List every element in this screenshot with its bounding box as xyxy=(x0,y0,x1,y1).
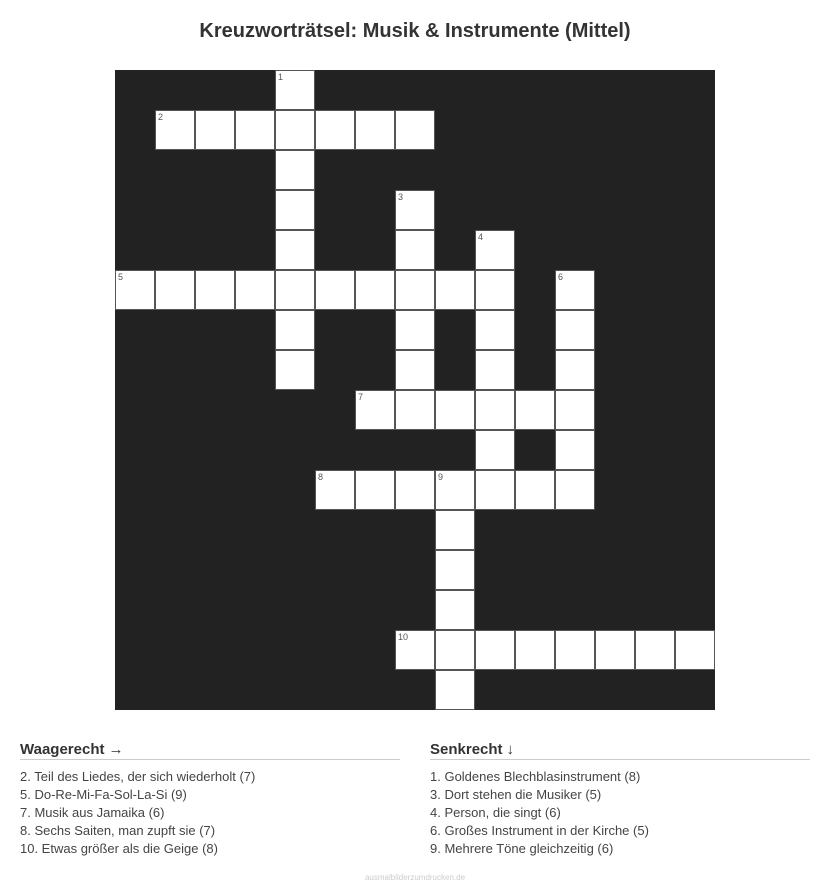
crossword-cell[interactable] xyxy=(315,270,355,310)
crossword-cell[interactable] xyxy=(355,390,395,430)
crossword-cell[interactable] xyxy=(195,110,235,150)
footer-watermark: ausmalbilderzumdrucken.de xyxy=(364,873,466,882)
crossword-cell[interactable] xyxy=(555,390,595,430)
clue-number: 6 xyxy=(558,272,564,282)
crossword-cell[interactable] xyxy=(675,630,715,670)
crossword-cell[interactable] xyxy=(435,630,475,670)
down-clue: 4. Person, die singt (6) xyxy=(430,805,561,820)
down-heading-label: Senkrecht xyxy=(430,741,503,758)
crossword-cell[interactable] xyxy=(595,630,635,670)
crossword-cell[interactable] xyxy=(435,270,475,310)
down-arrow-icon: ↓ xyxy=(506,741,515,758)
crossword-cell[interactable] xyxy=(395,630,435,670)
down-clue: 9. Mehrere Töne gleichzeitig (6) xyxy=(430,841,614,856)
crossword-cell[interactable] xyxy=(155,270,195,310)
crossword-cell[interactable] xyxy=(435,510,475,550)
crossword-cell[interactable] xyxy=(515,630,555,670)
clue-number: 7 xyxy=(358,392,364,402)
crossword-cell[interactable] xyxy=(635,630,675,670)
down-clue: 1. Goldenes Blechblasinstrument (8) xyxy=(430,769,641,784)
crossword-cell[interactable] xyxy=(475,470,515,510)
crossword-cell[interactable] xyxy=(315,470,355,510)
crossword-cell[interactable] xyxy=(275,350,315,390)
crossword-cell[interactable] xyxy=(355,270,395,310)
crossword-cell[interactable] xyxy=(275,270,315,310)
crossword-cell[interactable] xyxy=(555,630,595,670)
across-clue: 5. Do-Re-Mi-Fa-Sol-La-Si (9) xyxy=(20,787,187,802)
across-clues xyxy=(20,741,400,858)
crossword-cell[interactable] xyxy=(435,390,475,430)
crossword-cell[interactable] xyxy=(555,470,595,510)
crossword-cell[interactable] xyxy=(235,270,275,310)
across-heading-label: Waagerecht xyxy=(20,741,105,758)
crossword-cell[interactable] xyxy=(475,390,515,430)
clue-number: 9 xyxy=(438,472,444,482)
crossword-cell[interactable] xyxy=(515,470,555,510)
crossword-cell[interactable] xyxy=(475,270,515,310)
crossword-cell[interactable] xyxy=(435,470,475,510)
crossword-cell[interactable] xyxy=(275,230,315,270)
right-arrow-icon: → xyxy=(108,741,124,758)
crossword-cell[interactable] xyxy=(395,390,435,430)
clue-number: 2 xyxy=(158,112,164,122)
crossword-cell[interactable] xyxy=(515,390,555,430)
crossword-cell[interactable] xyxy=(475,310,515,350)
across-clue: 8. Sechs Saiten, man zupft sie (7) xyxy=(20,823,216,838)
page-title: Kreuzworträtsel: Musik & Instrumente (Mittel) xyxy=(199,20,631,42)
crossword-cell[interactable] xyxy=(315,110,355,150)
crossword-cell[interactable] xyxy=(475,230,515,270)
crossword-cell[interactable] xyxy=(435,670,475,710)
crossword-cell[interactable] xyxy=(555,430,595,470)
crossword-cell[interactable] xyxy=(275,110,315,150)
across-clue: 7. Musik aus Jamaika (6) xyxy=(20,805,165,820)
crossword-cell[interactable] xyxy=(275,70,315,110)
crossword-cell[interactable] xyxy=(475,350,515,390)
crossword-cell[interactable] xyxy=(275,310,315,350)
clue-number: 1 xyxy=(278,72,284,82)
clue-number: 4 xyxy=(478,232,484,242)
crossword-cell[interactable] xyxy=(275,150,315,190)
down-heading xyxy=(430,741,810,760)
crossword-cell[interactable] xyxy=(355,110,395,150)
crossword-grid xyxy=(115,70,715,710)
crossword-cell[interactable] xyxy=(395,230,435,270)
crossword-cell[interactable] xyxy=(395,190,435,230)
crossword-cell[interactable] xyxy=(555,350,595,390)
clue-number: 5 xyxy=(118,272,124,282)
across-heading xyxy=(20,741,400,760)
crossword-cell[interactable] xyxy=(435,550,475,590)
crossword-cell[interactable] xyxy=(235,110,275,150)
across-clue: 10. Etwas größer als die Geige (8) xyxy=(20,841,218,856)
crossword-cell[interactable] xyxy=(355,470,395,510)
crossword-cell[interactable] xyxy=(115,270,155,310)
crossword-cell[interactable] xyxy=(195,270,235,310)
crossword-cell[interactable] xyxy=(395,310,435,350)
down-clue: 6. Großes Instrument in der Kirche (5) xyxy=(430,823,649,838)
crossword-cell[interactable] xyxy=(395,270,435,310)
down-clue: 3. Dort stehen die Musiker (5) xyxy=(430,787,602,802)
crossword-cell[interactable] xyxy=(275,190,315,230)
crossword-cell[interactable] xyxy=(475,630,515,670)
crossword-cell[interactable] xyxy=(435,590,475,630)
crossword-cell[interactable] xyxy=(555,270,595,310)
clue-number: 3 xyxy=(398,192,404,202)
down-clues xyxy=(430,741,810,858)
crossword-cell[interactable] xyxy=(395,110,435,150)
clue-number: 10 xyxy=(398,632,409,642)
crossword-cell[interactable] xyxy=(475,430,515,470)
crossword-cell[interactable] xyxy=(395,350,435,390)
across-clue: 2. Teil des Liedes, der sich wiederholt (7) xyxy=(20,769,256,784)
crossword-cell[interactable] xyxy=(555,310,595,350)
clue-number: 8 xyxy=(318,472,324,482)
crossword-cell[interactable] xyxy=(395,470,435,510)
crossword-cell[interactable] xyxy=(155,110,195,150)
